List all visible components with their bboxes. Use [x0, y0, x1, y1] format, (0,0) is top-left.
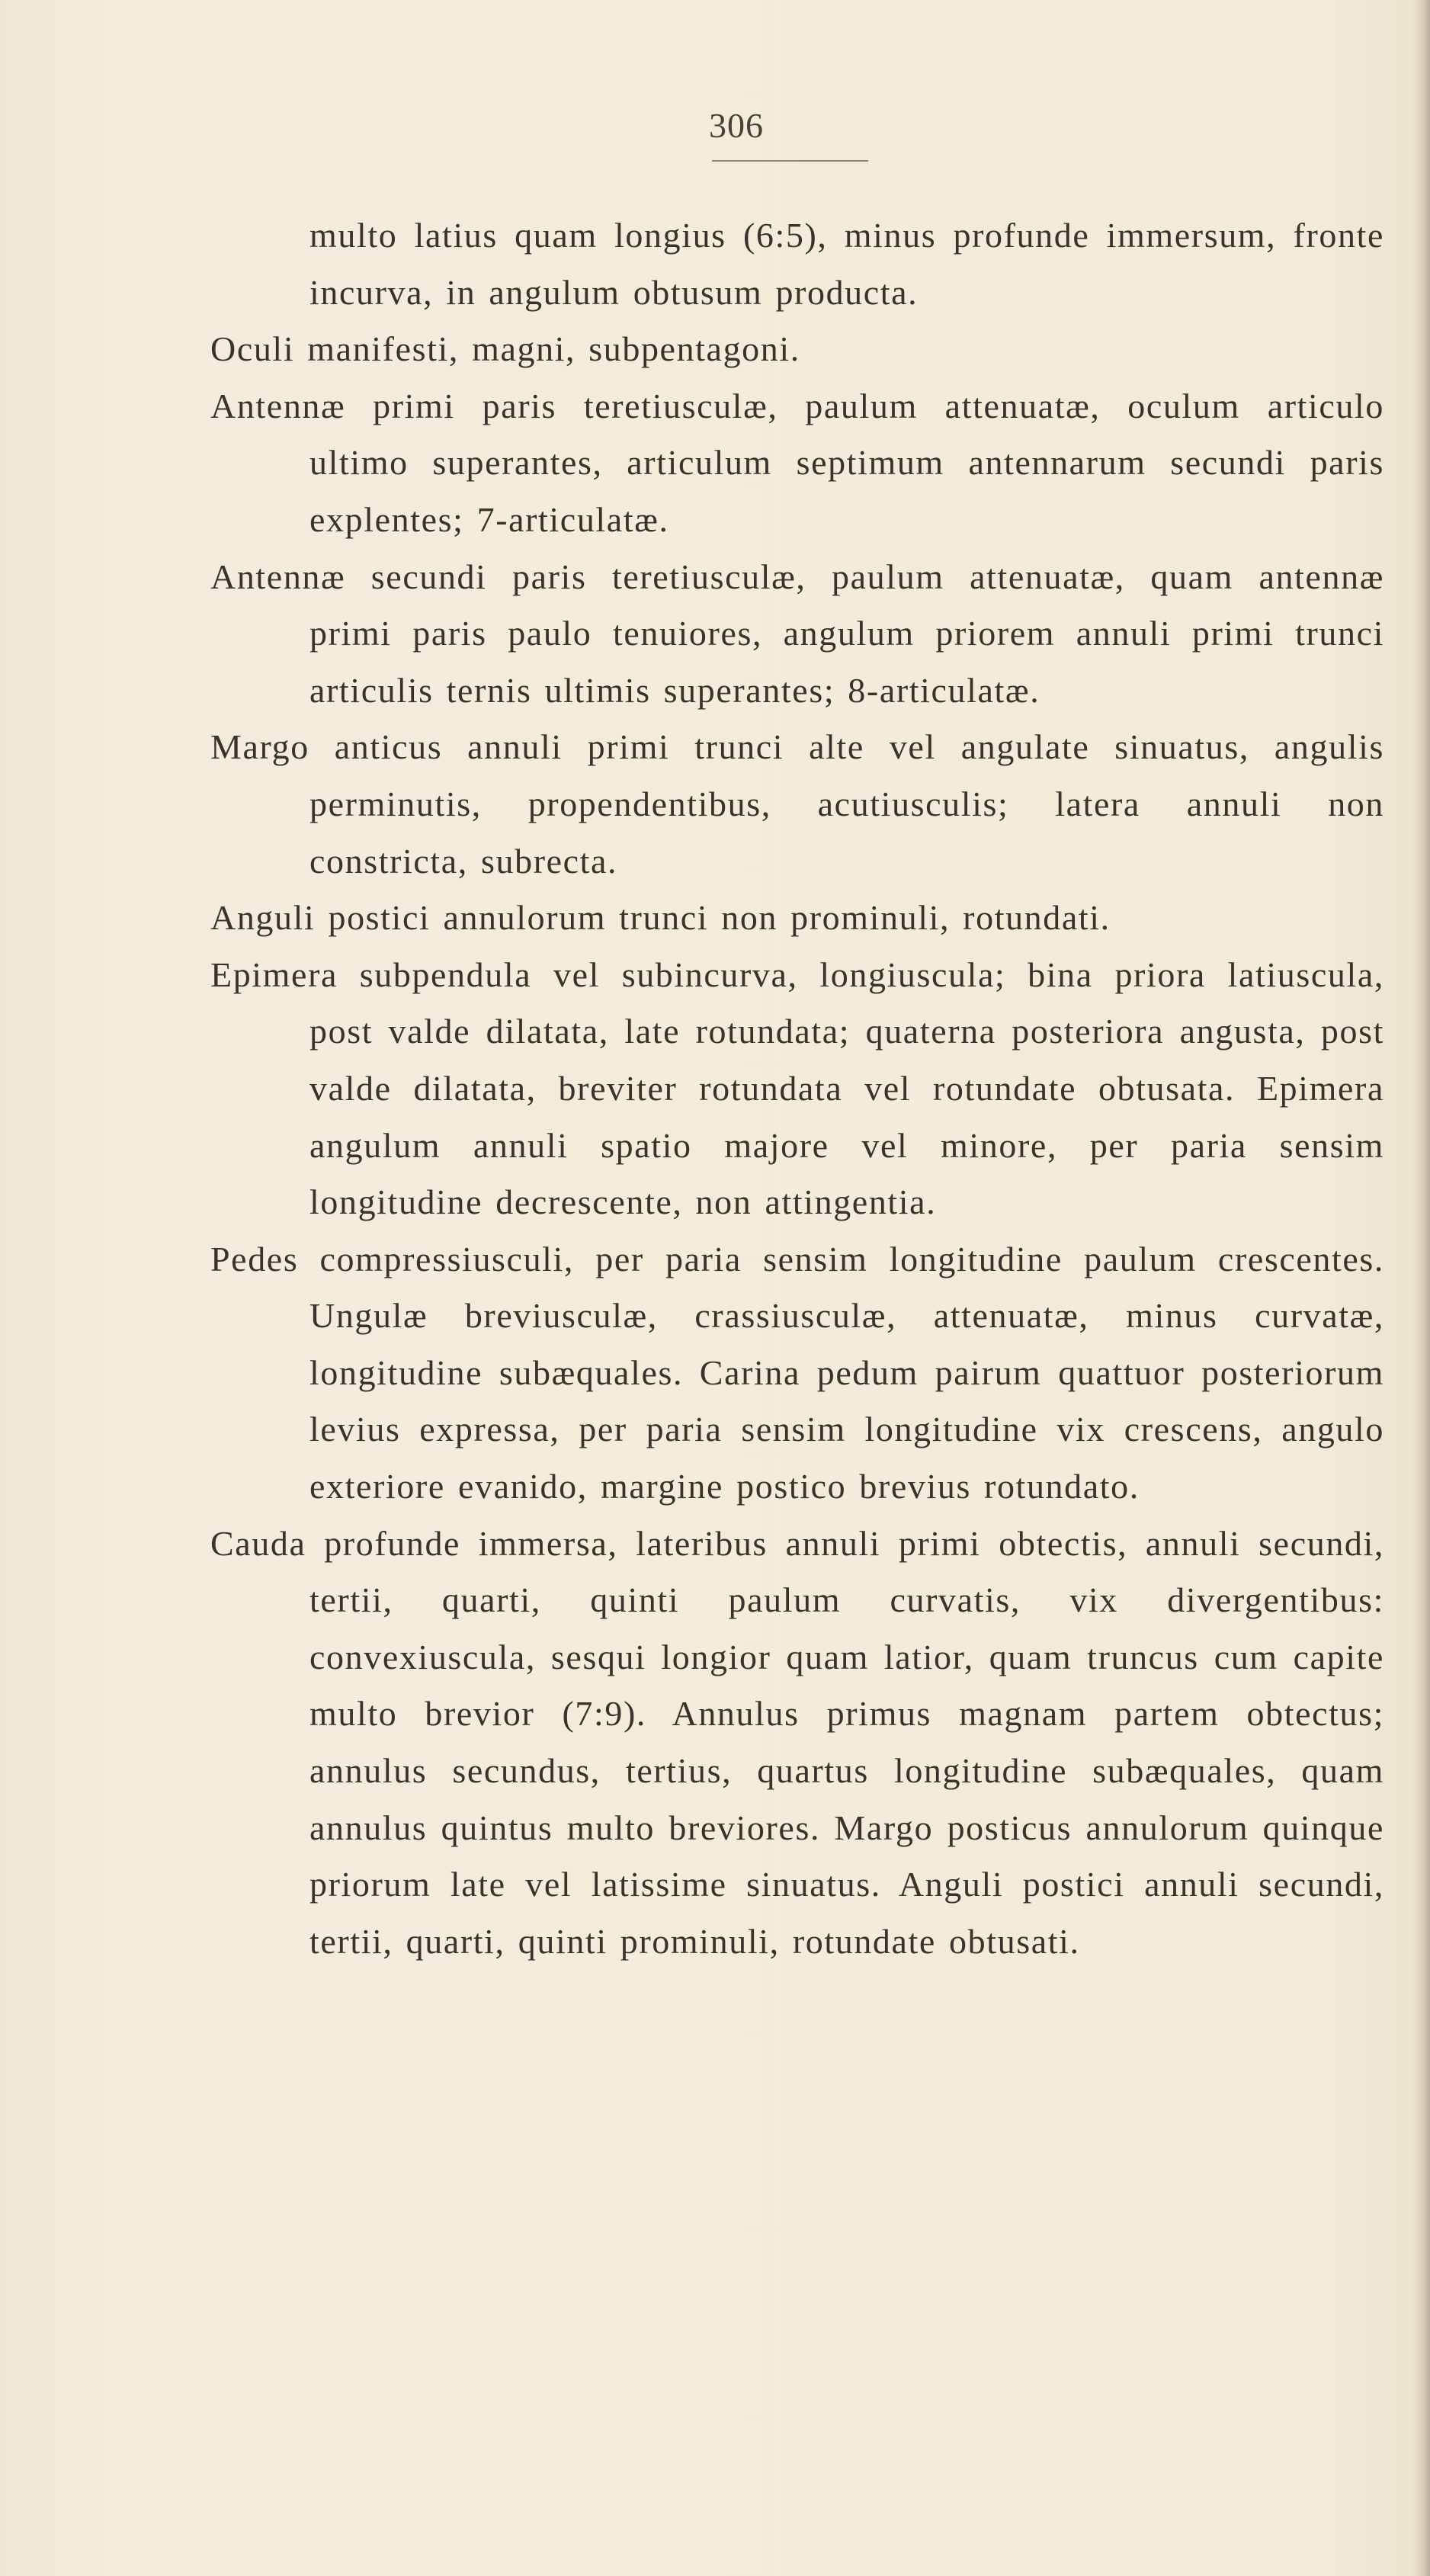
paragraph-head-shape: multo latius quam longius (6:5), minus profunde immersum, fronte incurva, in angulum obtusum producta. — [309, 216, 1384, 312]
paragraph-antennae-secundi: Antennæ secundi paris teretiusculæ, paulum attenuatæ, quam antennæ primi paris paulo tenuiores, angulum priorem annuli primi trunci articulis ternis ultimis superantes; 8-articulatæ. — [210, 557, 1384, 710]
page-number-rule — [712, 160, 868, 162]
paragraph-pedes: Pedes compressiusculi, per paria sensim longitudine paulum crescentes. Ungulæ breviusculæ, crassiusculæ, attenuatæ, minus curvatæ, longitudine subæquales. Carina pedum pairum quattuor posteriorum levius expressa, per paria sensim longitudine vix crescens, angulo exteriore evanido, margine postico brevius rotundato. — [210, 1239, 1384, 1506]
paragraph-margo-anticus: Margo anticus annuli primi trunci alte vel angulate sinuatus, angulis perminutis, propendentibus, acutiusculis; latera annuli non constricta, subrecta. — [210, 727, 1384, 881]
page-number: 306 — [709, 106, 764, 145]
paragraph-anguli-postici: Anguli postici annulorum trunci non prominuli, rotundati. — [210, 898, 1111, 938]
paragraph-oculi: Oculi manifesti, magni, subpentagoni. — [210, 329, 800, 369]
page-edge-shadow — [1413, 0, 1430, 2576]
paragraph-epimera: Epimera subpendula vel subincurva, longiuscula; bina priora latiuscula, post valde dilatata, late rotundata; quaterna posteriora angusta, post valde dilatata, breviter rotundata vel rotundate obtusata. Epimera angulum annuli spatio majore vel minore, per paria sensim longitudine decrescente, non attingentia. — [210, 954, 1384, 1222]
paragraph-cauda: Cauda profunde immersa, lateribus annuli primi obtectis, annuli secundi, tertii, quarti, quinti paulum curvatis, vix divergentibus: convexiuscula, sesqui longior quam latior, quam truncus cum capite multo brevior (7:9). Annulus primus magnam partem obtectus; annulus secundus, tertius, quartus longitudine subæquales, quam annulus quintus multo breviores. Margo posticus annulorum quinque priorum late vel latissime sinuatus. Anguli postici annuli secundi, tertii, quarti, quinti prominuli, rotundate obtusati. — [210, 1523, 1384, 1961]
paragraph-antennae-primi: Antennæ primi paris teretiusculæ, paulum attenuatæ, oculum articulo ultimo superantes, articulum septimum antennarum secundi paris explentes; 7-articulatæ. — [210, 386, 1384, 539]
body-text — [210, 207, 1384, 1970]
